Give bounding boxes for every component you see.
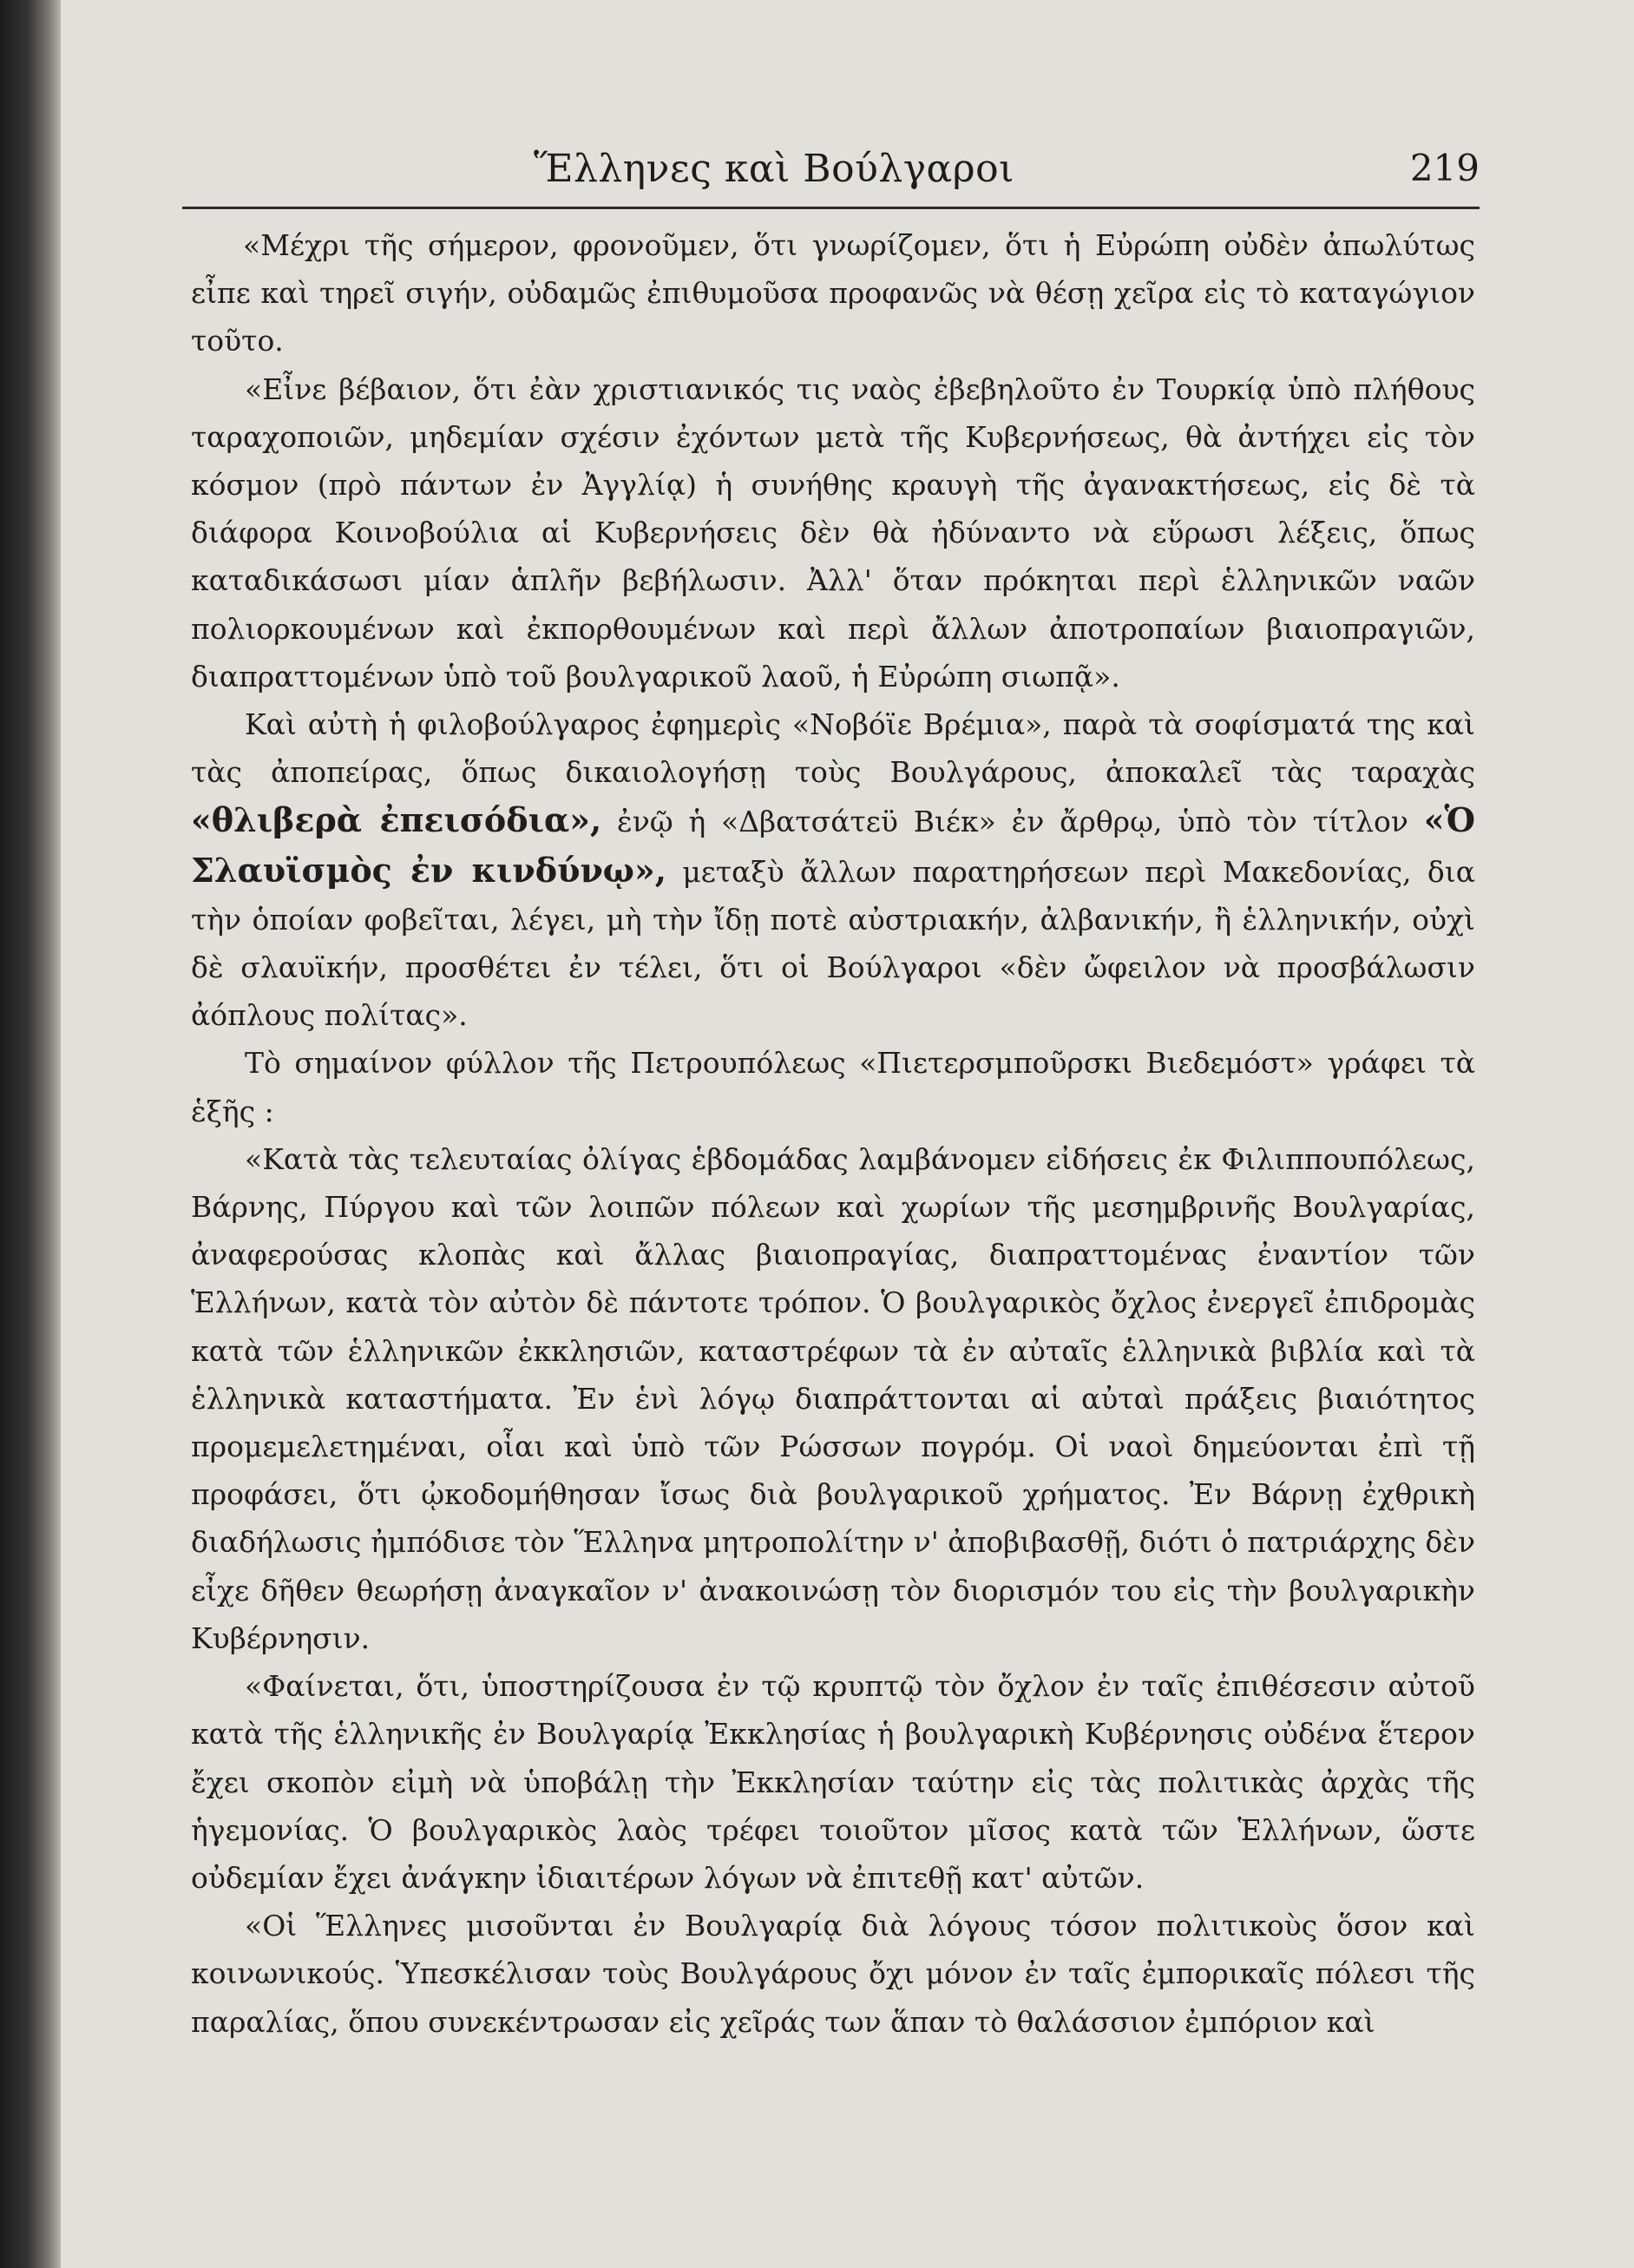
- page-header: [187, 143, 1480, 204]
- paragraph-2: «Εἶνε βέβαιον, ὅτι ἐὰν χριστιανικός τις ναὸς ἐβεβηλοῦτο ἐν Τουρκίᾳ ὑπὸ πλήθους ταραχοποιῶν, μηδεμίαν σχέσιν ἐχόντων μετὰ τῆς Κυβερνήσεως, θὰ ἀντήχει εἰς τὸν κόσμον (πρὸ πάντων ἐν Ἀγγλίᾳ) ἡ συνήθης κραυγὴ τῆς ἀγανακτήσεως, εἰς δὲ τὰ διάφορα Κοινοβούλια αἱ Κυβερνήσεις δὲν θὰ ἠδύναντο νὰ εὕρωσι λέξεις, ὅπως καταδικάσωσι μίαν ἁπλῆν βεβήλωσιν. Ἀλλ' ὅταν πρόκηται περὶ ἑλληνικῶν ναῶν πολιορκουμένων καὶ ἐκπορθουμένων καὶ περὶ ἄλλων ἀποτροπαίων βιαιοπραγιῶν, διαπραττομένων ὑπὸ τοῦ βουλγαρικοῦ λαοῦ, ἡ Εὐρώπη σιωπᾷ».: [191, 371, 1475, 694]
- paragraph-3: [191, 700, 1475, 1039]
- emphasis-phrase-2: «Ὁ Σλαυϊσμὸς ἐν κινδύνῳ»,: [191, 800, 1475, 890]
- paragraph-6: «Φαίνεται, ὅτι, ὑποστηρίζουσα ἐν τῷ κρυπτῷ τὸν ὄχλον ἐν ταῖς ἐπιθέσεσιν αὐτοῦ κατὰ τῆς ἑλληνικῆς ἐν Βουλγαρίᾳ Ἐκκλησίας ἡ βουλγαρικὴ Κυβέρνησις οὐδένα ἕτερον ἔχει σκοπὸν εἰμὴ νὰ ὑποβάλῃ τὴν Ἐκκλησίαν ταύτην εἰς τὰς πολιτικὰς ἀρχὰς τῆς ἡγεμονίας. Ὁ βουλγαρικὸς λαὸς τρέφει τοιοῦτον μῖσος κατὰ τῶν Ἑλλήνων, ὥστε οὐδεμίαν ἔχει ἀνάγκην ἰδιαιτέρων λόγων νὰ ἐπιτεθῇ κατ' αὐτῶν.: [191, 1669, 1475, 1895]
- paragraph-1: «Μέχρι τῆς σήμερον, φρονοῦμεν, ὅτι γνωρίζομεν, ὅτι ἡ Εὐρώπη οὐδὲν ἀπωλύτως εἶπε καὶ τηρεῖ σιγήν, οὐδαμῶς ἐπιθυμοῦσα προφανῶς νὰ θέσῃ χεῖρα εἰς τὸ καταγώγιον τοῦτο.: [191, 228, 1475, 358]
- paragraph-3-text-c: μεταξὺ ἄλλων παρατηρήσεων περὶ Μακεδονίας, δια τὴν ὁποίαν φοβεῖται, λέγει, μὴ τὴν ἴδῃ ποτὲ αὐστριακήν, ἀλβανικήν, ἢ ἑλληνικήν, οὐχὶ δὲ σλαυϊκήν, προσθέτει ἐν τέλει, ὅτι οἱ Βούλγαροι «δὲν ὤφειλον νὰ προσβάλωσιν ἀόπλους πολίτας».: [191, 854, 1475, 1033]
- paragraph-3-text-b: ἐνῷ ἡ «Δβατσάτεϋ Βιέκ» ἐν ἄρθρῳ, ὑπὸ τὸν τίτλον: [601, 805, 1424, 839]
- paragraph-5: «Κατὰ τὰς τελευταίας ὀλίγας ἑβδομάδας λαμβάνομεν εἰδήσεις ἐκ Φιλιππουπόλεως, Βάρνης, Πύργου καὶ τῶν λοιπῶν πόλεων καὶ χωρίων τῆς μεσημβρινῆς Βουλγαρίας, ἀναφερούσας κλοπὰς καὶ ἄλλας βιαιοπραγίας, διαπραττομένας ἐναντίον τῶν Ἑλλήνων, κατὰ τὸν αὐτὸν δὲ πάντοτε τρόπον. Ὁ βουλγαρικὸς ὄχλος ἐνεργεῖ ἐπιδρομὰς κατὰ τῶν ἑλληνικῶν ἐκκλησιῶν, καταστρέφων τὰ ἐν αὐταῖς ἑλληνικὰ βιβλία καὶ τὰ ἑλληνικὰ καταστήματα. Ἐν ἑνὶ λόγῳ διαπράττονται αἱ αὐταὶ πράξεις βιαιότητος προμεμελετημέναι, οἷαι καὶ ὑπὸ τῶν Ρώσσων πογρόμ. Οἱ ναοὶ δημεύονται ἐπὶ τῇ προφάσει, ὅτι ᾠκοδομήθησαν ἴσως διὰ βουλγαρικοῦ χρήματος. Ἐν Βάρνῃ ἐχθρικὴ διαδήλωσις ἠμπόδισε τὸν Ἕλληνα μητροπολίτην ν' ἀποβιβασθῇ, διότι ὁ πατριάρχης δὲν εἶχε δῆθεν θεωρήσῃ ἀναγκαῖον ν' ἀνακοινώσῃ τὸν διορισμόν του εἰς τὴν βουλγαρικὴν Κυβέρνησιν.: [191, 1141, 1476, 1655]
- emphasis-phrase-1: «θλιβερὰ ἐπεισόδια»,: [191, 800, 602, 840]
- running-title: Ἕλληνες καὶ Βούλγαροι: [534, 147, 1014, 191]
- paragraph-7: «Οἱ Ἕλληνες μισοῦνται ἐν Βουλγαρίᾳ διὰ λόγους τόσον πολιτικοὺς ὅσον καὶ κοινωνικούς. Ὑπεσκέλισαν τοὺς Βουλγάρους ὄχι μόνον ἐν ταῖς ἐμπορικαῖς πόλεσι τῆς παραλίας, ὅπου συνεκέντρωσαν εἰς χεῖράς των ἅπαν τὸ θαλάσσιον ἐμπόριον καὶ: [191, 1909, 1475, 2039]
- book-binding-shadow: [0, 0, 61, 2268]
- body-text: [191, 221, 1475, 2046]
- paragraph-4: Τὸ σημαίνον φύλλον τῆς Πετρουπόλεως «Πιετερσμποῦρσκι Βιεδεμόστ» γράφει τὰ ἑξῆς :: [191, 1046, 1475, 1128]
- paragraph-3-text-a: Καὶ αὐτὴ ἡ φιλοβούλγαρος ἐφημερὶς «Νοβόϊε Βρέμια», παρὰ τὰ σοφίσματά της καὶ τὰς ἀποπείρας, ὅπως δικαιολογήσῃ τοὺς Βουλγάρους, ἀποκαλεῖ τὰς ταραχὰς: [191, 707, 1475, 790]
- header-rule: [182, 207, 1480, 209]
- page-number: 219: [1409, 147, 1480, 189]
